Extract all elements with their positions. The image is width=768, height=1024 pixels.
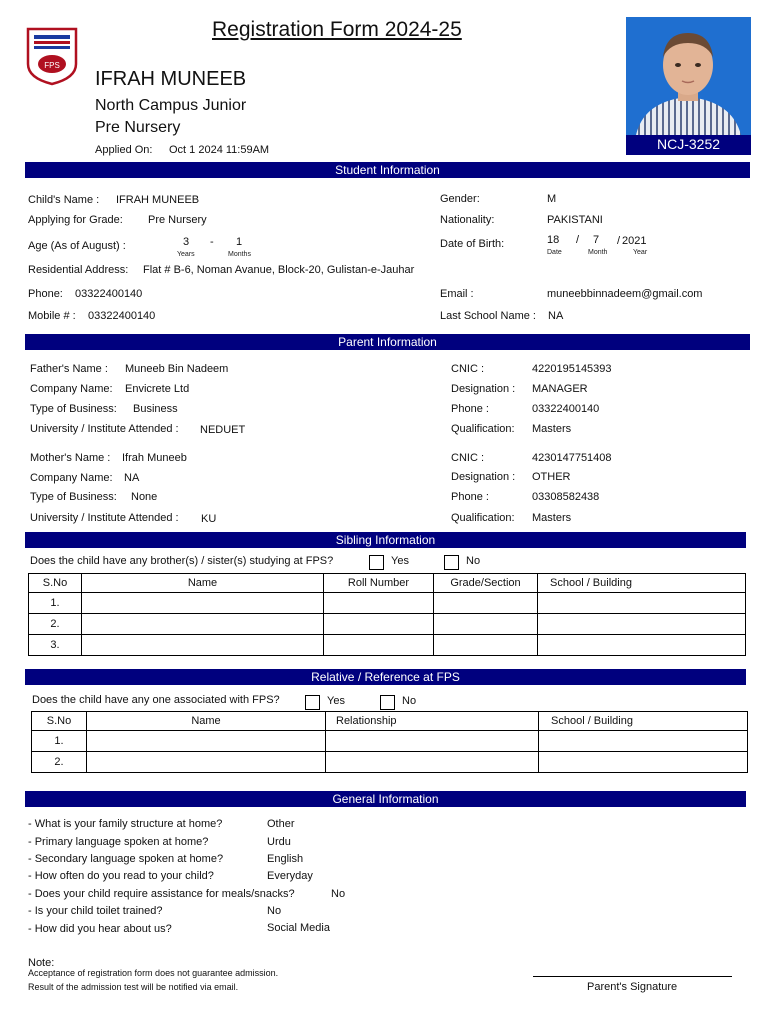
- gender-label: Gender:: [440, 193, 480, 205]
- signature-label: Parent's Signature: [587, 981, 678, 993]
- answer-primary-language: Urdu: [267, 836, 291, 848]
- father-company-label: Company Name:: [30, 383, 113, 395]
- phone-value: 03322400140: [75, 288, 143, 300]
- relative-yes-label: Yes: [327, 695, 345, 707]
- dob-label: Date of Birth:: [440, 238, 505, 250]
- student-info-bar: Student Information: [25, 162, 750, 178]
- grade-section-cell[interactable]: [434, 614, 538, 635]
- school-building-cell[interactable]: [539, 731, 748, 752]
- grade-value: Pre Nursery: [148, 214, 207, 226]
- registration-number: NCJ-3252: [626, 135, 751, 155]
- gender-value: M: [547, 193, 557, 205]
- col-name: Name: [82, 574, 324, 593]
- mother-business-value: None: [131, 491, 158, 503]
- father-phone-label: Phone :: [451, 403, 489, 415]
- father-univ-label: University / Institute Attended :: [30, 423, 179, 435]
- form-title: Registration Form 2024-25: [212, 18, 462, 41]
- table-row: [32, 752, 748, 773]
- relative-no-label: No: [402, 695, 417, 707]
- sibling-no-label: No: [466, 555, 481, 567]
- father-cnic-label: CNIC :: [451, 363, 484, 375]
- school-building-cell[interactable]: [538, 635, 746, 656]
- row-number: 1.: [32, 731, 87, 752]
- last-school-label: Last School Name :: [440, 310, 536, 322]
- father-business-value: Business: [133, 403, 178, 415]
- question-referral-source: - How did you hear about us?: [28, 923, 172, 935]
- age-years: 3: [183, 236, 190, 248]
- relationship-cell[interactable]: [326, 731, 539, 752]
- sibling-name-cell[interactable]: [82, 635, 324, 656]
- father-qual-label: Qualification:: [451, 423, 515, 435]
- relative-yes-checkbox[interactable]: [305, 695, 320, 710]
- father-qual-value: Masters: [532, 423, 572, 435]
- table-row: [29, 593, 746, 614]
- question-meal-assistance: - Does your child require assistance for meals/snacks?: [28, 888, 295, 900]
- grade-section-cell[interactable]: [434, 635, 538, 656]
- student-name-heading: IFRAH MUNEEB: [95, 68, 247, 90]
- mother-desig-value: OTHER: [532, 471, 571, 483]
- col-school-building: School / Building: [538, 574, 746, 593]
- mobile-value: 03322400140: [88, 310, 156, 322]
- question-family-structure: - What is your family structure at home?: [28, 818, 223, 830]
- mother-qual-value: Masters: [532, 512, 572, 524]
- school-building-cell[interactable]: [539, 752, 748, 773]
- relative-info-bar: Relative / Reference at FPS: [25, 669, 746, 685]
- mother-name-label: Mother's Name :: [30, 452, 111, 464]
- col-relationship: Relationship: [326, 712, 539, 731]
- answer-secondary-language: English: [267, 853, 304, 865]
- answer-meal-assistance: No: [331, 888, 346, 900]
- mother-desig-label: Designation :: [451, 471, 516, 483]
- relative-table: [31, 711, 748, 773]
- applied-on-value: Oct 1 2024 11:59AM: [169, 144, 270, 156]
- last-school-value: NA: [548, 310, 564, 322]
- col-sno: S.No: [29, 574, 82, 593]
- phone-label: Phone:: [28, 288, 63, 300]
- roll-number-cell[interactable]: [324, 593, 434, 614]
- campus-heading: North Campus Junior: [95, 97, 247, 114]
- months-caption: Months: [228, 251, 251, 258]
- age-label: Age (As of August) :: [28, 240, 126, 252]
- sibling-name-cell[interactable]: [82, 614, 324, 635]
- relative-name-cell[interactable]: [87, 752, 326, 773]
- sibling-no-checkbox[interactable]: [444, 555, 459, 570]
- question-primary-language: - Primary language spoken at home?: [28, 836, 209, 848]
- col-name: Name: [87, 712, 326, 731]
- date-caption: Date: [547, 249, 562, 256]
- age-months: 1: [236, 236, 243, 248]
- student-photo: [626, 17, 751, 135]
- signature-line: [533, 976, 732, 977]
- mother-qual-label: Qualification:: [451, 512, 515, 524]
- relative-no-checkbox[interactable]: [380, 695, 395, 710]
- school-building-cell[interactable]: [538, 614, 746, 635]
- roll-number-cell[interactable]: [324, 635, 434, 656]
- mother-company-label: Company Name:: [30, 472, 113, 484]
- sibling-yes-label: Yes: [391, 555, 409, 567]
- row-number: 1.: [29, 593, 82, 614]
- father-name-label: Father's Name :: [30, 363, 108, 375]
- grade-heading: Pre Nursery: [95, 119, 181, 136]
- father-univ-value: NEDUET: [200, 424, 246, 436]
- col-school-building: School / Building: [539, 712, 748, 731]
- email-value: muneebbinnadeem@gmail.com: [547, 288, 703, 300]
- nationality-value: PAKISTANI: [547, 214, 603, 226]
- father-business-label: Type of Business:: [30, 403, 117, 415]
- mother-business-label: Type of Business:: [30, 491, 117, 503]
- roll-number-cell[interactable]: [324, 614, 434, 635]
- dob-year: 2021: [622, 235, 647, 247]
- age-separator: -: [210, 236, 214, 248]
- table-row: [29, 614, 746, 635]
- dob-sep-1: /: [576, 234, 580, 246]
- school-building-cell[interactable]: [538, 593, 746, 614]
- row-number: 3.: [29, 635, 82, 656]
- row-number: 2.: [32, 752, 87, 773]
- years-caption: Years: [177, 251, 195, 258]
- mother-company-value: NA: [124, 472, 140, 484]
- mother-univ-label: University / Institute Attended :: [30, 512, 179, 524]
- mother-cnic-value: 4230147751408: [532, 452, 612, 464]
- father-desig-label: Designation :: [451, 383, 516, 395]
- father-desig-value: MANAGER: [532, 383, 588, 395]
- father-company-value: Envicrete Ltd: [125, 383, 190, 395]
- child-name-value: IFRAH MUNEEB: [116, 194, 200, 206]
- dob-day: 18: [547, 234, 560, 246]
- address-label: Residential Address:: [28, 264, 129, 276]
- sibling-yes-checkbox[interactable]: [369, 555, 384, 570]
- col-roll-number: Roll Number: [324, 574, 434, 593]
- note-line-1: Acceptance of registration form does not guarantee admission.: [28, 968, 279, 978]
- question-secondary-language: - Secondary language spoken at home?: [28, 853, 224, 865]
- mobile-label: Mobile # :: [28, 310, 76, 322]
- father-phone-value: 03322400140: [532, 403, 600, 415]
- mother-phone-label: Phone :: [451, 491, 489, 503]
- answer-family-structure: Other: [267, 818, 295, 830]
- answer-toilet-trained: No: [267, 905, 282, 917]
- relationship-cell[interactable]: [326, 752, 539, 773]
- question-toilet-trained: - Is your child toilet trained?: [28, 905, 163, 917]
- relative-table-header: [32, 712, 748, 731]
- mother-name-value: Ifrah Muneeb: [122, 452, 187, 464]
- grade-label: Applying for Grade:: [28, 214, 123, 226]
- year-caption: Year: [633, 249, 648, 256]
- month-caption: Month: [588, 249, 608, 256]
- parent-info-bar: Parent Information: [25, 334, 750, 350]
- table-row: [29, 635, 746, 656]
- grade-section-cell[interactable]: [434, 593, 538, 614]
- note-label: Note:: [28, 957, 55, 969]
- sibling-table-header: [29, 574, 746, 593]
- col-grade-section: Grade/Section: [434, 574, 538, 593]
- child-name-label: Child's Name :: [28, 194, 100, 206]
- applied-on-label: Applied On:: [95, 144, 153, 156]
- dob-sep-2: /: [617, 235, 621, 247]
- relative-question: Does the child have any one associated with FPS?: [32, 694, 280, 706]
- table-row: [32, 731, 748, 752]
- father-cnic-value: 4220195145393: [532, 363, 612, 375]
- nationality-label: Nationality:: [440, 214, 495, 226]
- general-info-bar: General Information: [25, 791, 746, 807]
- answer-reading-frequency: Everyday: [267, 870, 313, 882]
- address-value: Flat # B-6, Noman Avanue, Block-20, Gulistan-e-Jauhar: [143, 264, 415, 276]
- sibling-table: [28, 573, 746, 656]
- row-number: 2.: [29, 614, 82, 635]
- logo-text: FPS: [44, 61, 60, 70]
- col-sno: S.No: [32, 712, 87, 731]
- dob-month: 7: [593, 234, 600, 246]
- note-line-2: Result of the admission test will be notified via email.: [28, 982, 239, 992]
- mother-phone-value: 03308582438: [532, 491, 600, 503]
- mother-univ-value: KU: [201, 513, 217, 525]
- question-reading-frequency: - How often do you read to your child?: [28, 870, 214, 882]
- sibling-info-bar: Sibling Information: [25, 532, 746, 548]
- email-label: Email :: [440, 288, 474, 300]
- answer-referral-source: Social Media: [267, 922, 330, 934]
- relative-name-cell[interactable]: [87, 731, 326, 752]
- mother-cnic-label: CNIC :: [451, 452, 484, 464]
- school-logo: [25, 26, 79, 86]
- sibling-question: Does the child have any brother(s) / sister(s) studying at FPS?: [30, 555, 334, 567]
- sibling-name-cell[interactable]: [82, 593, 324, 614]
- father-name-value: Muneeb Bin Nadeem: [125, 363, 229, 375]
